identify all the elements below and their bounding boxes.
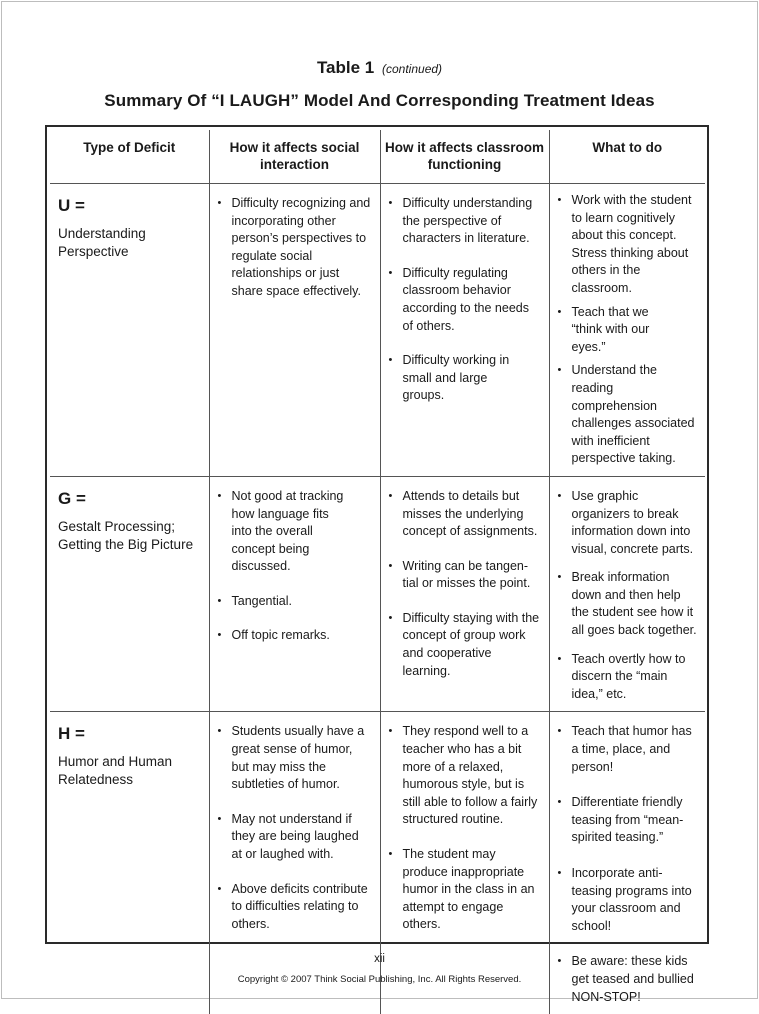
list-item: • Work with the student to learn cognitively about this concept. Stress thinking about others in the classroom. (556, 192, 698, 298)
what-to-do-cell (549, 712, 705, 1014)
social-cell (209, 476, 380, 712)
deficit-letter: G = (58, 488, 86, 508)
list-item: • Teach that humor has a time, place, and person! (556, 723, 698, 776)
list-item: • Difficulty understanding the perspective of characters in literature. (387, 195, 541, 248)
social-cell (209, 184, 380, 477)
table-title-text: Table 1 (316, 58, 375, 77)
table-title (0, 58, 759, 78)
list-item: • Differentiate friendly teasing from “mean- spirited teasing.” (556, 794, 698, 847)
list-item: • Not good at tracking how language fits into the overall concept being discussed. (216, 488, 372, 576)
what-to-do-cell (549, 476, 705, 712)
list-item: • Understand the reading comprehension challenges associated with inefficient perspective taking. (556, 362, 698, 468)
deficit-cell (50, 184, 209, 477)
deficit-name: Humor and Human Relatedness (58, 754, 173, 788)
list-item: • Off topic remarks. (216, 627, 372, 645)
social-cell (209, 712, 380, 1014)
column-header-social-interaction: How it affects social interaction (209, 130, 380, 184)
list-item: • Writing can be tangen- tial or misses the point. (387, 558, 541, 593)
table-row-u (50, 184, 705, 477)
list-item: • Incorporate anti-teasing programs into your classroom and school! (556, 865, 698, 935)
deficit-cell (50, 476, 209, 712)
list-item: • Teach overtly how to discern the “main idea,” etc. (556, 651, 698, 704)
classroom-cell (380, 476, 549, 712)
deficit-name: Understanding Perspective (58, 226, 146, 259)
column-header-what-to-do: What to do (549, 130, 705, 184)
table-title-note: (continued) (382, 62, 443, 76)
list-item: • Tangential. (216, 593, 372, 611)
table-row-g (50, 476, 705, 712)
list-item: • Difficulty recognizing and incorporating other person’s perspectives to regulate social relationships or just share space effectively. (216, 195, 372, 301)
deficit-cell (50, 712, 209, 1014)
list-item: • Be aware: these kids get teased and bullied NON-STOP! (556, 953, 698, 1006)
list-item: • May not understand if they are being laughed at or laughed with. (216, 811, 372, 864)
list-item: • They respond well to a teacher who has a bit more of a relaxed, humorous style, but is still able to follow a fairly structured routine. (387, 723, 541, 829)
deficit-letter: H = (58, 724, 85, 744)
list-item: • Break information down and then help the student see how it all goes back together. (556, 569, 698, 639)
column-header-classroom-functioning: How it affects classroom functioning (380, 130, 549, 184)
header-row (50, 130, 705, 184)
list-item: • The student may produce inappropriate humor in the class in an attempt to engage others. (387, 846, 541, 934)
list-item: • Difficulty working in small and large groups. (387, 352, 541, 405)
what-to-do-cell (549, 184, 705, 477)
list-item: • Students usually have a great sense of humor, but may miss the subtleties of humor. (216, 723, 372, 793)
table-heading: Summary Of “I LAUGH” Model And Corresponding Treatment Ideas (104, 91, 655, 110)
summary-table (50, 130, 705, 1014)
page-number: xii (374, 953, 385, 965)
deficit-name: Gestalt Processing; Getting the Big Picture (58, 518, 194, 552)
copyright-notice: Copyright © 2007 Think Social Publishing, Inc. All Rights Reserved. (237, 974, 522, 985)
column-header-type-of-deficit: Type of Deficit (50, 130, 209, 184)
list-item: • Use graphic organizers to break information down into visual, concrete parts. (556, 488, 698, 558)
list-item: • Teach that we “think with our eyes.” (556, 304, 698, 357)
list-item: • Attends to details but misses the underlying concept of assignments. (387, 488, 541, 541)
deficit-letter: U = (58, 196, 85, 215)
classroom-cell (380, 184, 549, 477)
list-item: • Difficulty regulating classroom behavior according to the needs of others. (387, 265, 541, 335)
table-row-h (50, 712, 705, 1014)
classroom-cell (380, 712, 549, 1014)
list-item: • Difficulty staying with the concept of group work and cooperative learning. (387, 610, 541, 680)
list-item: • Above deficits contribute to difficulties relating to others. (216, 881, 372, 934)
